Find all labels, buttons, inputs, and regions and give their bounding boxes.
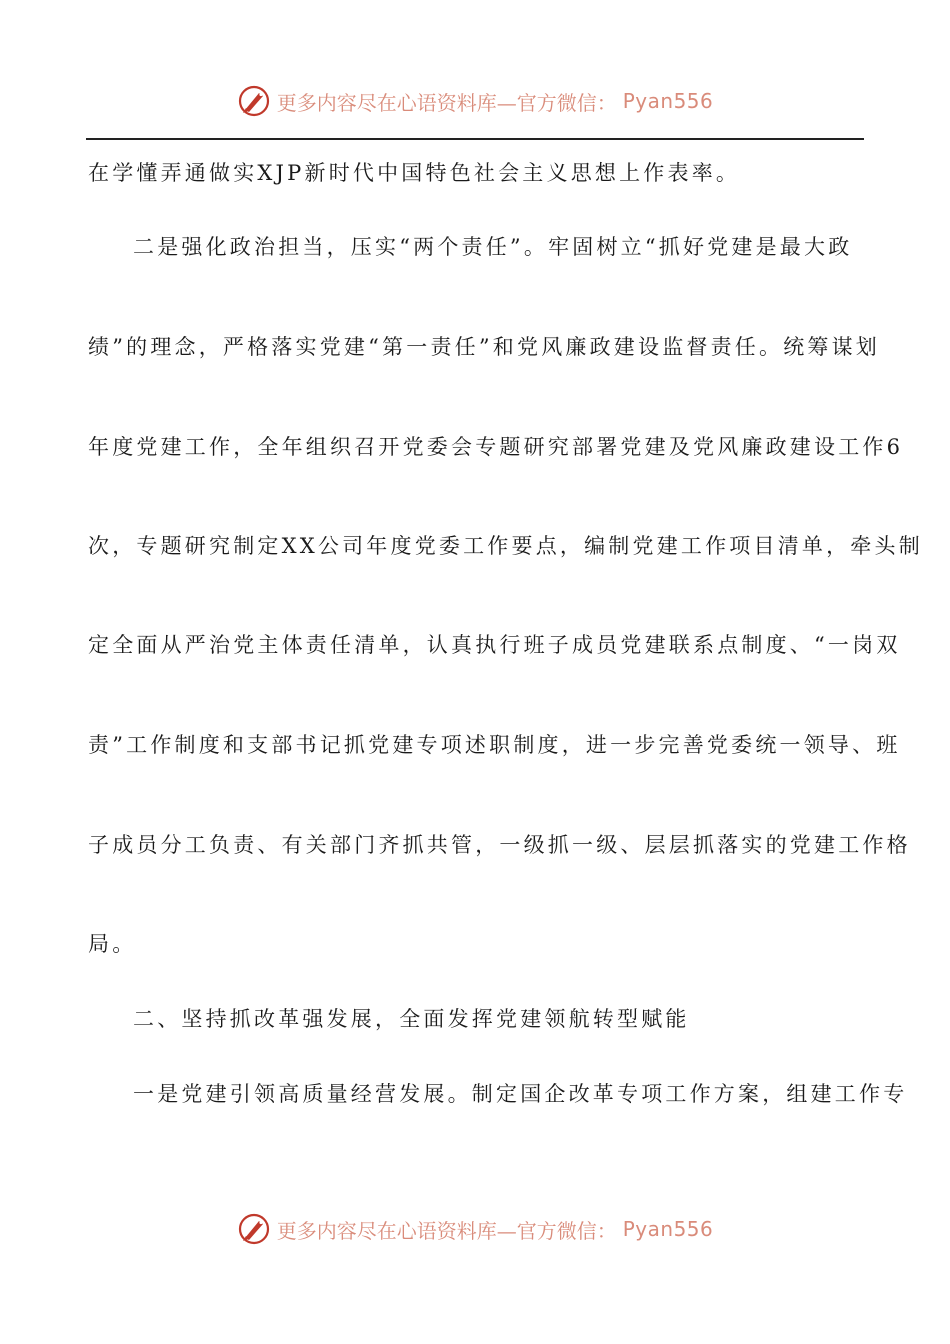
paragraph-line: 年度党建工作，全年组织召开党委会专题研究部署党建及党风廉政建设工作6 xyxy=(88,435,904,459)
section-heading: 二、坚持抓改革强发展，全面发挥党建领航转型赋能 xyxy=(133,1007,690,1031)
watermark-code: Pyan556 xyxy=(622,1217,714,1241)
pen-nib-logo-icon xyxy=(237,1212,271,1246)
footer-watermark xyxy=(0,1212,950,1246)
paragraph-line: 二是强化政治担当，压实“两个责任”。牢固树立“抓好党建是最大政 xyxy=(133,235,853,259)
paragraph-line: 次，专题研究制定XX公司年度党委工作要点，编制党建工作项目清单，牵头制 xyxy=(88,534,923,558)
watermark-text: 更多内容尽在心语资料库—官方微信： xyxy=(276,90,617,115)
watermark-code: Pyan556 xyxy=(622,89,714,113)
paragraph-line: 一是党建引领高质量经营发展。制定国企改革专项工作方案，组建工作专 xyxy=(133,1082,908,1106)
watermark-text: 更多内容尽在心语资料库—官方微信： xyxy=(276,1218,617,1243)
paragraph-line: 责”工作制度和支部书记抓党建专项述职制度，进一步完善党委统一领导、班 xyxy=(88,733,901,757)
paragraph-line: 子成员分工负责、有关部门齐抓共管，一级抓一级、层层抓落实的党建工作格 xyxy=(88,833,911,857)
pen-nib-logo-icon xyxy=(237,84,271,118)
header-watermark xyxy=(0,84,950,118)
paragraph-line: 绩”的理念，严格落实党建“第一责任”和党风廉政建设监督责任。统筹谋划 xyxy=(88,335,881,359)
paragraph-line: 在学懂弄通做实XJP新时代中国特色社会主义思想上作表率。 xyxy=(88,161,741,185)
header-divider xyxy=(86,138,864,140)
paragraph-line: 定全面从严治党主体责任清单，认真执行班子成员党建联系点制度、“一岗双 xyxy=(88,633,901,657)
paragraph-line: 局。 xyxy=(88,932,137,956)
